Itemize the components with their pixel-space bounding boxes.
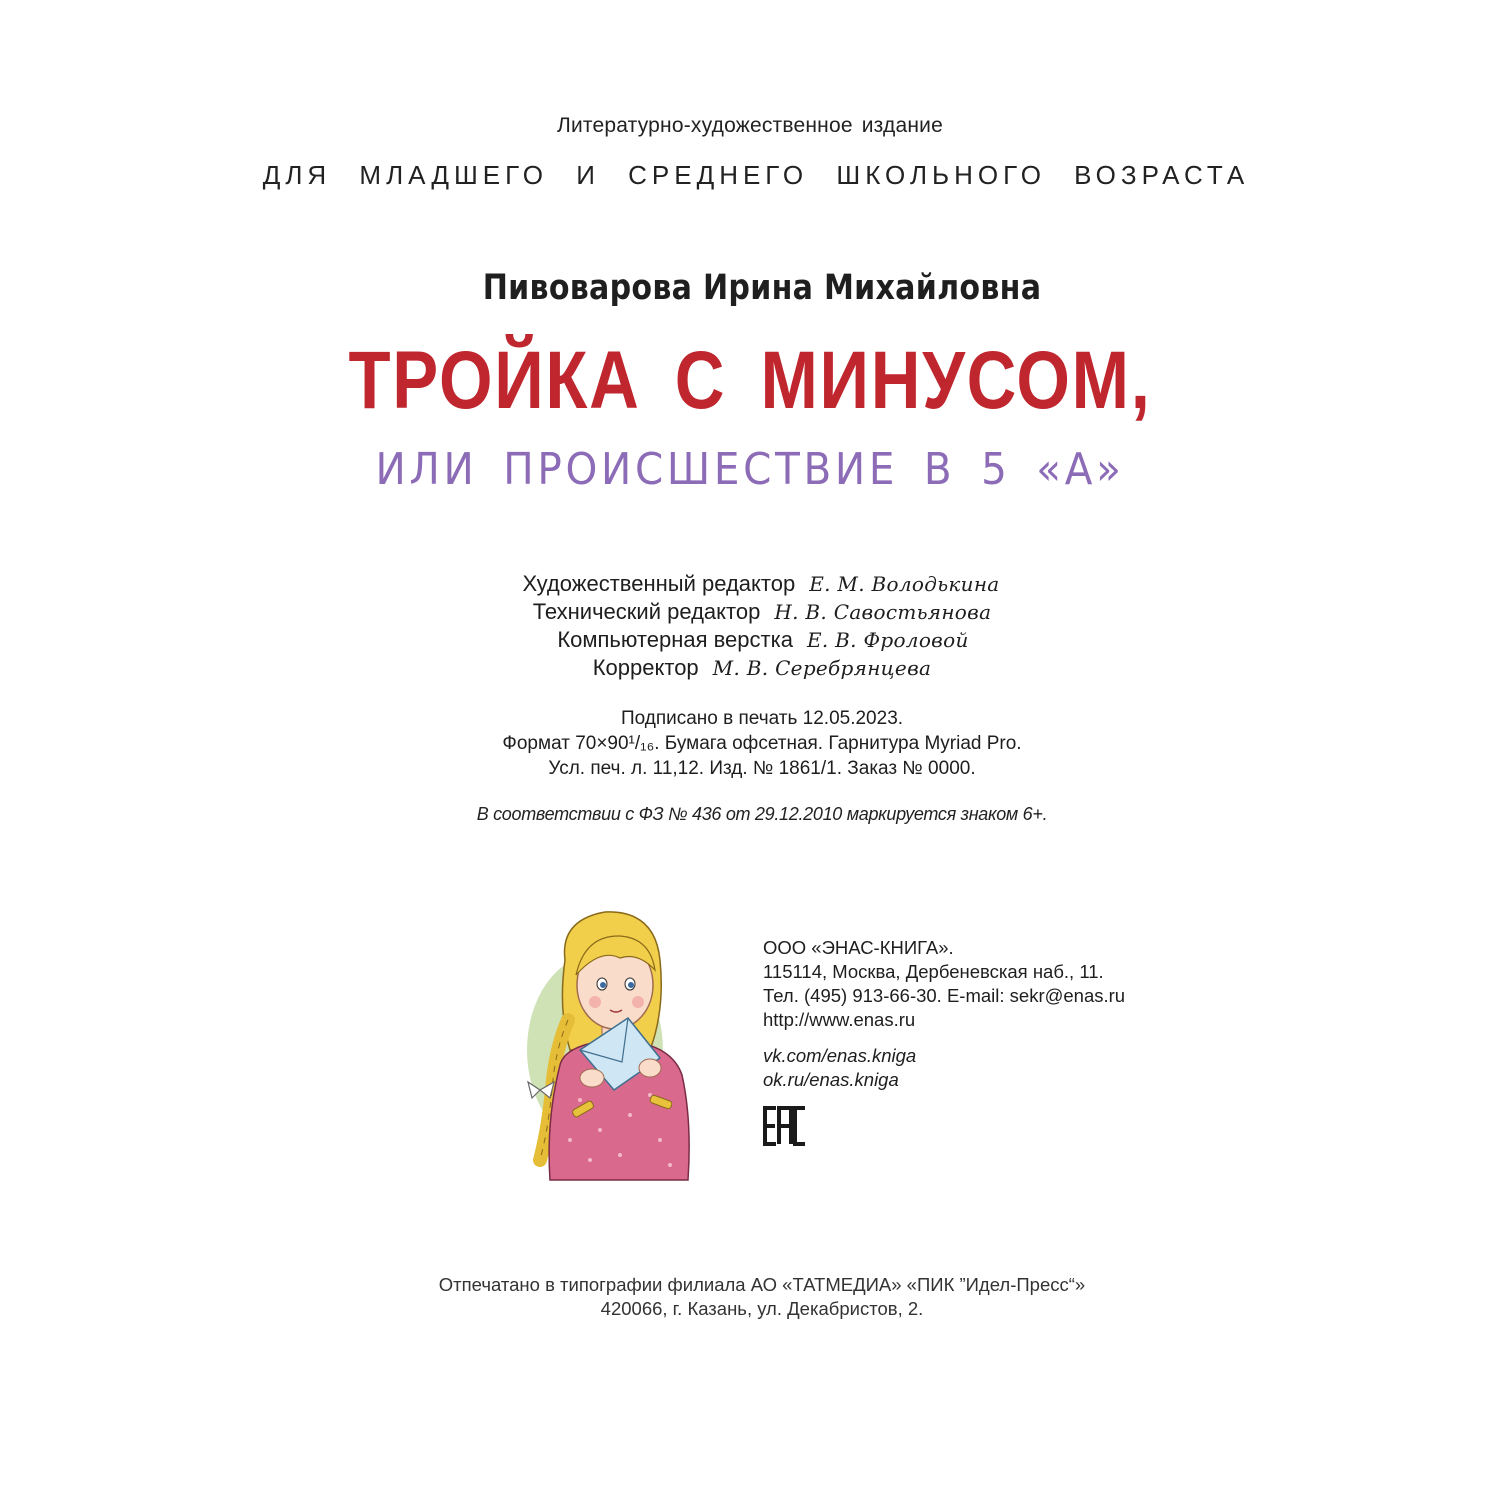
book-title: ТРОЙКА С МИНУСОМ, (348, 335, 1152, 426)
credit-person: Н. В. Савостьянова (774, 600, 992, 624)
print-info (0, 706, 1500, 781)
credit-person: Е. В. Фроловой (806, 628, 969, 652)
credit-row (0, 598, 1500, 626)
edition-type: Литературно-художественное издание (556, 114, 943, 137)
credit-row (0, 570, 1500, 598)
publisher-website[interactable]: http://www.enas.ru (763, 1009, 916, 1030)
credit-person: М. В. Серебрянцева (712, 656, 932, 680)
social-link-vk[interactable]: vk.com/enas.kniga (763, 1045, 917, 1066)
publisher-address: 115114, Москва, Дербеневская наб., 11. (763, 961, 1104, 982)
printer-address: 420066, г. Казань, ул. Декабристов, 2. (600, 1298, 924, 1319)
staff-credits (0, 570, 1500, 682)
age-rating-note: В соответствии с ФЗ № 436 от 29.12.2010 маркируется знаком 6+. (476, 804, 1048, 824)
credit-role: Художественный редактор (522, 571, 796, 596)
print-sheets-order: Усл. печ. л. 11,12. Изд. № 1861/1. Заказ № 0000. (548, 758, 976, 779)
author-name: Пивоварова Ирина Михайловна (482, 268, 1042, 308)
credit-role: Технический редактор (532, 599, 761, 624)
social-link-ok[interactable]: ok.ru/enas.kniga (763, 1069, 899, 1090)
age-group: ДЛЯ МЛАДШЕГО И СРЕДНЕГО ШКОЛЬНОГО ВОЗРАСТА (262, 160, 1250, 190)
book-subtitle: ИЛИ ПРОИСШЕСТВИЕ В 5 «А» (375, 444, 1125, 495)
printing-house (0, 1273, 1500, 1321)
credit-row (0, 654, 1500, 682)
publisher-name: ООО «ЭНАС-КНИГА». (763, 937, 954, 958)
eac-certification-icon (763, 1104, 807, 1148)
publisher-social (763, 1044, 1163, 1092)
print-format: Формат 70×90¹/₁₆. Бумага офсетная. Гарнитура Myriad Pro. (502, 733, 1022, 754)
publisher-contacts: Тел. (495) 913-66-30. E-mail: sekr@enas.ru (763, 985, 1126, 1006)
girl-illustration (510, 900, 715, 1190)
publisher-info (763, 936, 1163, 1092)
credit-role: Корректор (592, 655, 699, 680)
credit-role: Компьютерная верстка (557, 627, 793, 652)
credit-row (0, 626, 1500, 654)
credit-person: Е. М. Володькина (809, 572, 1000, 596)
print-signed-date: Подписано в печать 12.05.2023. (620, 708, 904, 729)
printer-name: Отпечатано в типографии филиала АО «ТАТМЕДИА» «ПИК ”Идел-Пресс“» (438, 1274, 1086, 1295)
